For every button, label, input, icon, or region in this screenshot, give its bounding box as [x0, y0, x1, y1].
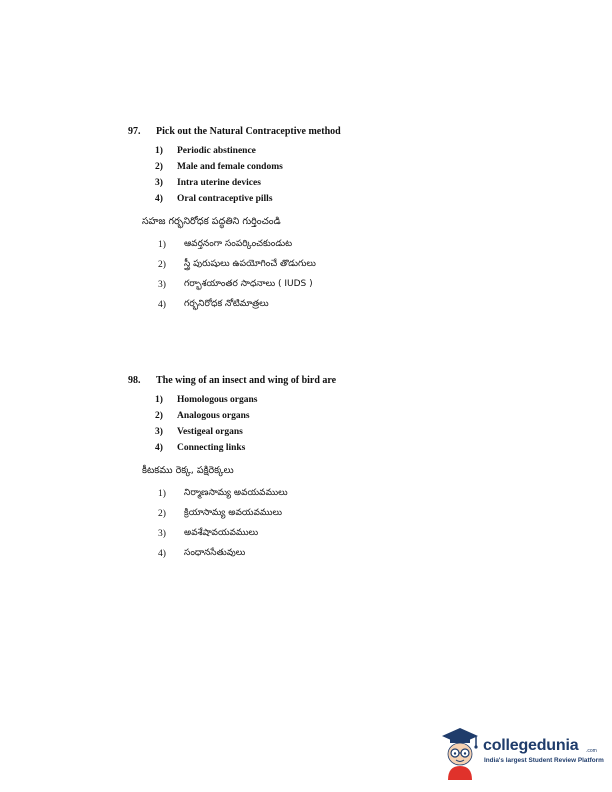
question-header — [128, 371, 568, 389]
telugu-option — [158, 504, 568, 524]
question-text: The wing of an insect and wing of bird are — [156, 375, 337, 386]
question-98 — [128, 371, 568, 564]
option-number: 1) — [158, 489, 166, 499]
question-number: 97. — [128, 126, 141, 137]
option-number: 3) — [155, 427, 163, 437]
option — [155, 159, 568, 175]
telugu-option — [158, 275, 568, 295]
option-text: గర్భాశయాంతర సాధనాలు ( IUDS ) — [184, 279, 313, 289]
telugu-option — [158, 235, 568, 255]
option-number: 2) — [158, 260, 166, 270]
telugu-question-text: సహజ గర్భనిరోధక పద్ధతిని గుర్తించండి — [142, 215, 281, 227]
option-number: 1) — [158, 240, 166, 250]
option — [155, 175, 568, 191]
option-number: 2) — [155, 162, 163, 172]
option-number: 4) — [158, 549, 166, 559]
option-text: Periodic abstinence — [177, 146, 256, 156]
option-text: Oral contraceptive pills — [177, 194, 273, 204]
telugu-option — [158, 484, 568, 504]
telugu-option — [158, 255, 568, 275]
option-text: నిర్మాణసామ్య అవయవములు — [184, 488, 288, 498]
telugu-option — [158, 544, 568, 564]
option — [155, 191, 568, 207]
option-number: 1) — [155, 146, 163, 156]
brand-tagline: India's largest Student Review Platform — [484, 757, 604, 764]
option-number: 4) — [155, 443, 163, 453]
question-header — [128, 122, 568, 140]
option-text: Intra uterine devices — [177, 178, 261, 188]
english-options — [155, 392, 568, 456]
option-number: 3) — [158, 529, 166, 539]
telugu-option — [158, 524, 568, 544]
option-number: 2) — [155, 411, 163, 421]
option-text: Connecting links — [177, 443, 246, 453]
option — [155, 143, 568, 159]
option-text: క్రియాసామ్య అవయవములు — [184, 508, 282, 518]
option-number: 3) — [155, 178, 163, 188]
option-number: 4) — [155, 194, 163, 204]
telugu-option — [158, 295, 568, 315]
option-text: స్త్రీ పురుషులు ఉపయోగించే తొడుగులు — [184, 259, 316, 269]
telugu-options — [158, 235, 568, 315]
option-text: ఆవర్తనంగా సంపర్కించకుండుట — [184, 239, 293, 249]
option-text: సంధానసేతువులు — [184, 548, 246, 558]
question-text: Pick out the Natural Contraceptive method — [156, 126, 341, 137]
telugu-options — [158, 484, 568, 564]
telugu-question-text: కీటకము రెక్క, పక్షిరెక్కలు — [142, 464, 234, 476]
option — [155, 424, 568, 440]
option-number: 2) — [158, 509, 166, 519]
option — [155, 440, 568, 456]
option-text: Homologous organs — [177, 395, 258, 405]
option-text: Male and female condoms — [177, 162, 283, 172]
brand-name: collegedunia — [483, 737, 579, 754]
option-text: Vestigeal organs — [177, 427, 243, 437]
option-text: గర్భనిరోధక నోటిమాత్రలు — [184, 299, 269, 309]
option-number: 4) — [158, 300, 166, 310]
collegedunia-watermark — [436, 724, 604, 780]
mascot-logo-icon — [436, 724, 484, 780]
english-options — [155, 143, 568, 207]
option-text: Analogous organs — [177, 411, 250, 421]
option — [155, 392, 568, 408]
option-number: 3) — [158, 280, 166, 290]
question-number: 98. — [128, 375, 141, 386]
brand-domain: .com — [586, 748, 597, 754]
option-number: 1) — [155, 395, 163, 405]
option-text: అవశేషావయవములు — [184, 528, 259, 538]
option — [155, 408, 568, 424]
question-97 — [128, 122, 568, 315]
